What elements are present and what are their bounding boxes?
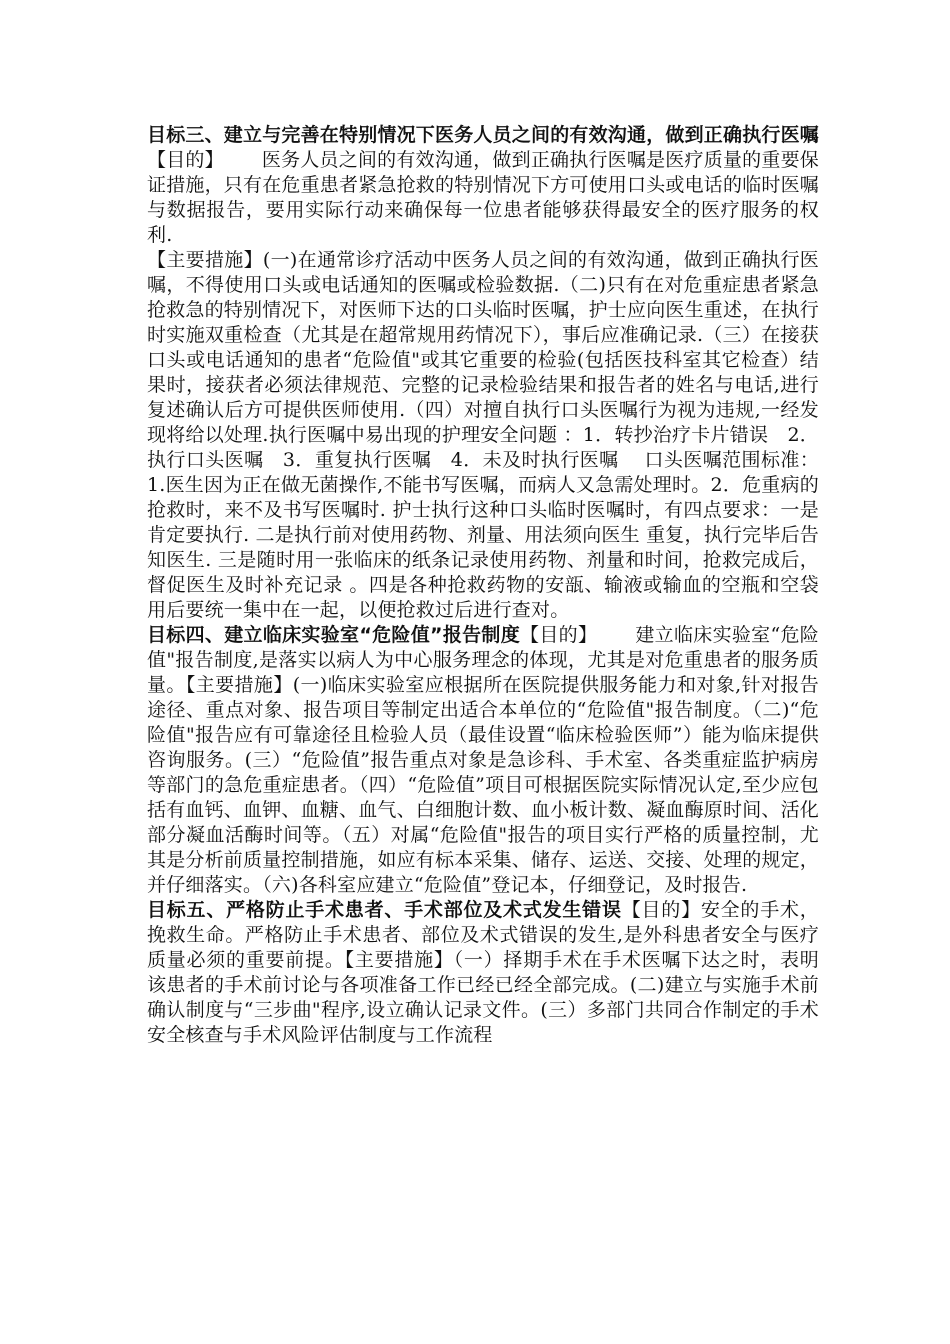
measures-label: 【主要措施】 xyxy=(185,674,293,696)
document-page xyxy=(147,123,819,1048)
purpose-label: 【目的】 xyxy=(520,624,598,646)
section-goal-four xyxy=(147,623,819,898)
purpose-text: 医务人员之间的有效沟通，做到正确执行医嘱是医疗质量的重要保证措施，只有在危重患者紧急抢救的特别情况下方可使用口头或电话的临时医嘱与数据报告，要用实际行动来确保每一位患者能够获得最安全的医疗服务的权利. xyxy=(147,149,820,246)
measures-text: (一)临床实验室应根据所在医院提供服务能力和对象,针对报告途径、重点对象、报告项目等制定出适合本单位的“危险值"报告制度。（二)“危险值"报告应有可靠途径且检验人员（最佳设置“临床检验医师”）能为临床提供咨询服务。(三）“危险值”报告重点对象是急诊科、手术室、各类重症监护病房等部门的急危重症患者。（四）“危险值”项目可根据医院实际情况认定,至少应包括有血钙、血钾、血糖、血气、白细胞计数、血小板计数、凝血酶原时间、活化部分凝血活酶时间等。（五）对属“危险值"报告的项目实行严格的质量控制，尤其是分析前质量控制措施，如应有标本采集、储存、运送、交接、处理的规定，并仔细落实。（六)各科室应建立“危险值”登记本，仔细登记，及时报告. xyxy=(147,674,820,896)
measures-text: (一)在通常诊疗活动中医务人员之间的有效沟通，做到正确执行医嘱，不得使用口头或电话通知的医嘱或检验数据.（二)只有在对危重症患者紧急抢救急的特别情况下，对医师下达的口头临时医嘱，护士应向医生重述，在执行时实施双重检查（尤其是在超常规用药情况下），事后应准确记录.（三）在接获口头或电话通知的患者“危险值"或其它重要的检验(包括医技科室其它检查）结果时，接获者必须法律规范、完整的记录检验结果和报告者的姓名与电话,进行复述确认后方可提供医师使用.（四）对擅自执行口头医嘱行为视为违规,一经发现将给以处理.执行医嘱中易出现的护理安全问题 ：1．转抄治疗卡片错误 2．执行口头医嘱 3．重复执行医嘱 4．未及时执行医嘱 口头医嘱范围标准： 1.医生因为正在做无菌操作,不能书写医嘱，而病人又急需处理时。2．危重病的抢救时，来不及书写医嘱时. 护士执行这种口头临时医嘱时，有四点要求：一是肯定要执行. 二是执行前对使用药物、剂量、用法须向医生 重复，执行完毕后告知医生. 三是随时用一张临床的纸条记录使用药物、剂量和时间，抢救完成后，督促医生及时补充记录 。四是各种抢救药物的安瓿、输液或输血的空瓶和空袋用后要统一集中在一起，以便抢救过后进行查对。 xyxy=(147,249,820,621)
measures-label: 【主要措施】 xyxy=(344,949,454,971)
section-heading: 目标五、严格防止手术患者、手术部位及术式发生错误 xyxy=(147,899,622,921)
section-goal-three xyxy=(147,123,819,623)
section-heading: 目标三、建立与完善在特别情况下医务人员之间的有效沟通，做到正确执行医嘱 xyxy=(147,124,820,146)
measures-text: （一）择期手术在手术医嘱下达之时，表明该患者的手术前讨论与各项准备工作已经已经全部完成。(二)建立与实施手术前确认制度与“三步曲"程序,设立确认记录文件。(三）多部门共同合作制定的手术安全核查与手术风险评估制度与工作流程 xyxy=(147,949,819,1046)
section-goal-five xyxy=(147,898,819,1048)
purpose-label: 【目的】 xyxy=(147,149,224,171)
purpose-text: 安全的手术，挽救生命。严格防止手术患者、部位及术式错误的发生,是外科患者安全与医疗质量必须的重要前提。 xyxy=(147,899,819,971)
purpose-label: 【目的】 xyxy=(621,899,701,921)
purpose-text: 建立临床实验室“危险值"报告制度,是落实以病人为中心服务理念的体现，尤其是对危重患者的服务质量。 xyxy=(147,624,819,696)
measures-label: 【主要措施】 xyxy=(147,249,263,271)
section-heading: 目标四、建立临床实验室“危险值”报告制度 xyxy=(147,624,521,646)
